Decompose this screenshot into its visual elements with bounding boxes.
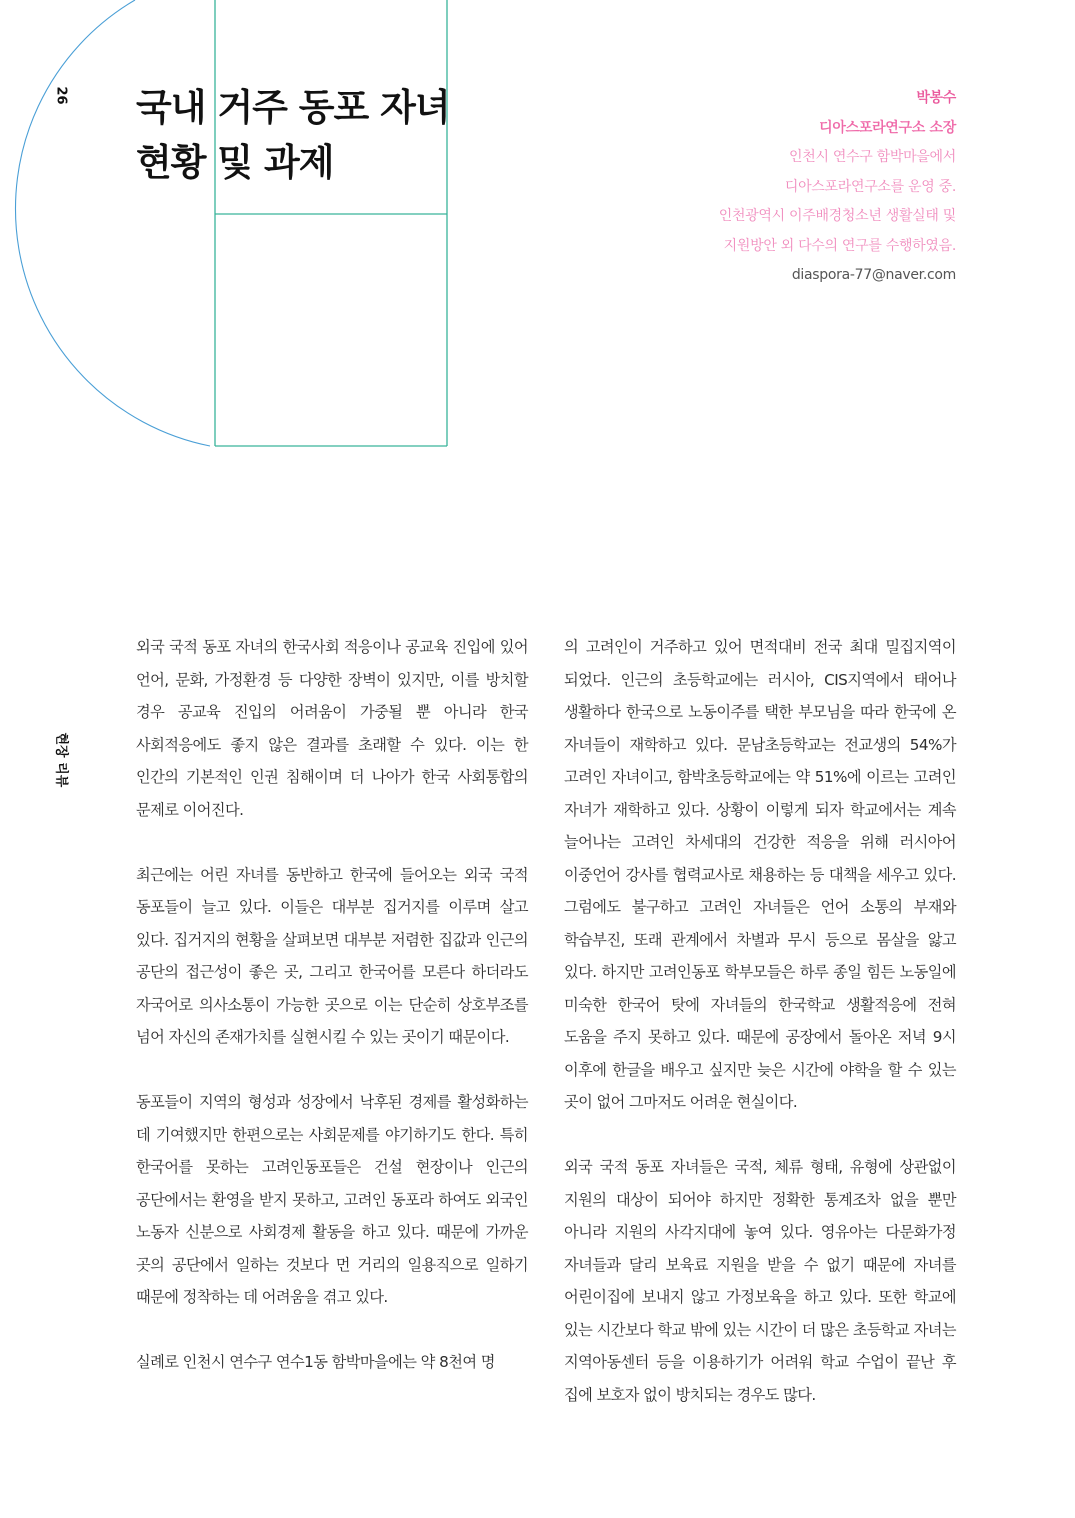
author-bio-line: 인천시 연수구 함박마을에서 [789, 149, 956, 165]
body-paragraph: 의 고려인이 거주하고 있어 면적대비 전국 최대 밀집지역이 되었다. 인근의 초등학교에는 러시아, CIS지역에서 태어나 생활하다 한국으로 노동이주를 택한 부모님을 따라 한국에 온 자녀들이 재학하고 있다. 문남초등학교는 전교생의 54%가 고려인 자녀이고, 함박초등학교에는 약 51%에 이르는 고려인 자녀가 재학하고 있다. 상황이 이렇게 되자 학교에서는 계속 늘어나는 고려인 차세대의 건강한 적응을 위해 러시아어 이중언어 강사를 협력교사로 채용하는 등 대책을 세우고 있다. 그럼에도 불구하고 고려인 자녀들은 언어 소통의 부재와 학습부진, 또래 관계에서 차별과 무시 등으로 몸살을 앓고 있다. 하지만 고려인동포 학부모들은 하루 종일 힘든 노동일에 미숙한 한국어 탓에 자녀들의 한국학교 생활적응에 전혀 도움을 주지 못하고 있다. 때문에 공장에서 돌아온 저녁 9시 이후에 한글을 배우고 싶지만 늦은 시간에 야학을 할 수 있는 곳이 없어 그마저도 어려운 현실이다. [564, 638, 956, 1111]
body-paragraph: 외국 국적 동포 자녀들은 국적, 체류 형태, 유형에 상관없이 지원의 대상이 되어야 하지만 정확한 통계조차 없을 뿐만 아니라 지원의 사각지대에 놓여 있다. 영유아는 다문화가정 자녀들과 달리 보육료 지원을 받을 수 없기 때문에 자녀를 어린이집에 보내지 않고 가정보육을 하고 있다. 또한 학교에 있는 시간보다 학교 밖에 있는 시간이 더 많은 초등학교 자녀는 지역아동센터 등을 이용하기가 어려워 학교 수업이 끝난 후 집에 보호자 없이 방치되는 경우도 많다. [564, 1158, 956, 1404]
body-column-left [136, 631, 528, 1411]
section-label: 현장 리뷰 [53, 732, 69, 788]
author-affiliation: 디아스포라연구소 소장 [819, 119, 956, 136]
page-number: 26 [53, 86, 69, 105]
title-line-2: 현황 및 과제 [136, 141, 334, 184]
author-email: diaspora-77@naver.com [791, 267, 956, 283]
article-title [136, 80, 450, 190]
author-name: 박봉수 [916, 90, 956, 106]
body-paragraph: 동포들이 지역의 형성과 성장에서 낙후된 경제를 활성화하는 데 기여했지만 한편으로는 사회문제를 야기하기도 한다. 특히 한국어를 못하는 고려인동포들은 건설 현장이나 인근의 공단에서는 환영을 받지 못하고, 고려인 동포라 하여도 외국인 노동자 신분으로 사회경제 활동을 하고 있다. 때문에 가까운 곳의 공단에서 일하는 것보다 먼 거리의 일용직으로 일하기 때문에 정착하는 데 어려움을 겪고 있다. [136, 1093, 528, 1306]
title-line-1: 국내 거주 동포 자녀 [136, 86, 450, 129]
body-paragraph: 실례로 인천시 연수구 연수1동 함박마을에는 약 8천여 명 [136, 1353, 495, 1371]
decorative-arc [15, 0, 210, 446]
author-bio-line: 인천광역시 이주배경청소년 생활실태 및 [718, 208, 956, 224]
decorative-circle-and-grid [0, 0, 460, 460]
author-bio-line: 디아스포라연구소를 운영 중. [784, 178, 956, 195]
body-paragraph: 외국 국적 동포 자녀의 한국사회 적응이나 공교육 진입에 있어 언어, 문화, 가정환경 등 다양한 장벽이 있지만, 이를 방치할 경우 공교육 진입의 어려움이 가중될 뿐 아니라 한국 사회적응에도 좋지 않은 결과를 초래할 수 있다. 이는 한 인간의 기본적인 인권 침해이며 더 나아가 한국 사회통합의 문제로 이어진다. [136, 638, 528, 819]
body-column-right [564, 631, 956, 1444]
author-bio-line: 지원방안 외 다수의 연구를 수행하였음. [723, 237, 956, 254]
body-paragraph: 최근에는 어린 자녀를 동반하고 한국에 들어오는 외국 국적 동포들이 늘고 있다. 이들은 대부분 집거지를 이루며 살고 있다. 집거지의 현황을 살펴보면 대부분 저렴한 집값과 인근의 공단의 접근성이 좋은 곳, 그리고 한국어를 모른다 하더라도 자국어로 의사소통이 가능한 곳으로 이는 단순히 상호부조를 넘어 자신의 존재가치를 실현시킬 수 있는 곳이기 때문이다. [136, 865, 528, 1046]
author-block [719, 84, 956, 291]
